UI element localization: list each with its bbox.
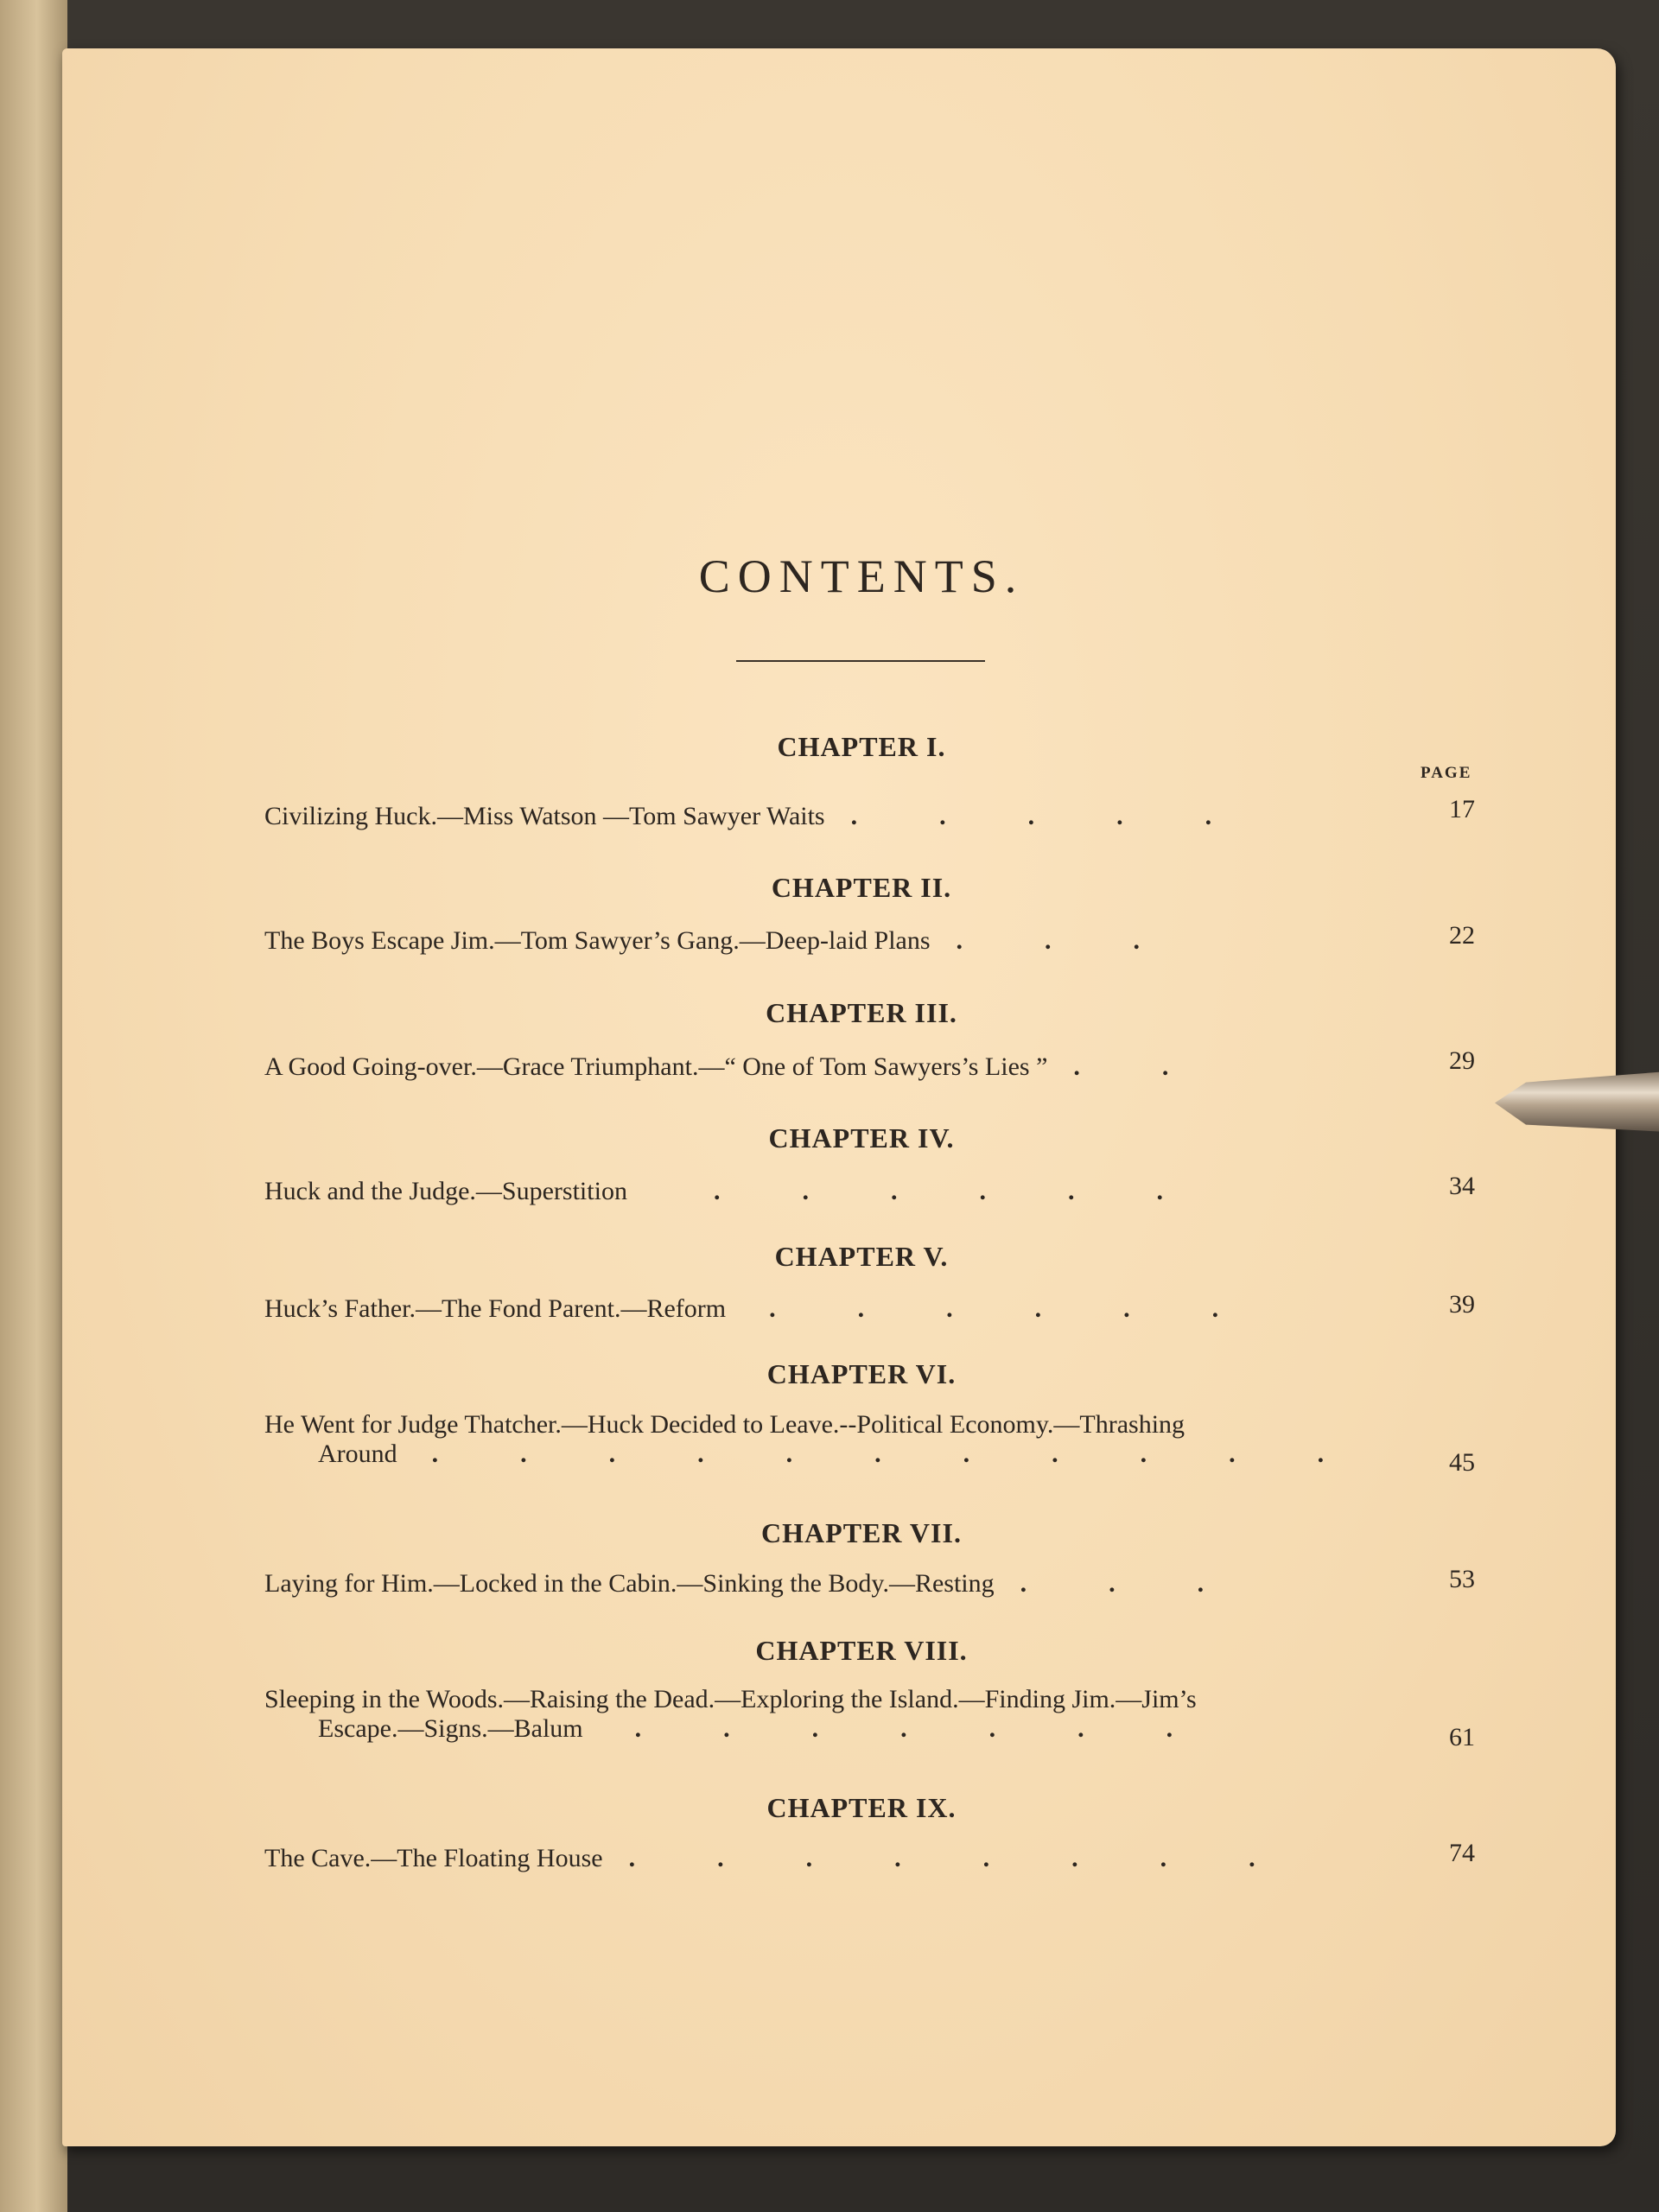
chapter-summary-continued: Around: [318, 1440, 397, 1468]
chapter-entry: [264, 926, 1402, 956]
chapter-heading: CHAPTER V.: [774, 1241, 949, 1272]
page-number: 61: [1449, 1723, 1475, 1751]
chapter-heading: CHAPTER VIII.: [755, 1635, 968, 1666]
dot-leader: ...: [1020, 1569, 1287, 1598]
chapter-heading: CHAPTER III.: [766, 997, 957, 1028]
page-number: 53: [1449, 1565, 1475, 1593]
chapter-entry: [264, 1569, 1402, 1599]
chapter-entry: [264, 1052, 1402, 1082]
page-number: 17: [1449, 795, 1475, 823]
chapter-summary: Civilizing Huck.—Miss Watson —Tom Sawyer Waits: [264, 802, 825, 830]
page-number: 34: [1449, 1172, 1475, 1200]
page-number: 74: [1449, 1839, 1475, 1867]
contents-page: [62, 48, 1616, 2146]
page-column-label: PAGE: [1421, 764, 1472, 782]
chapter-summary: The Boys Escape Jim.—Tom Sawyer’s Gang.—Deep-laid Plans: [264, 926, 931, 955]
chapter-entry: [264, 1177, 1402, 1206]
page-number: 22: [1449, 921, 1475, 950]
title-rule-divider: [736, 660, 985, 662]
chapter-heading: CHAPTER IX.: [766, 1792, 957, 1823]
chapter-entry: [264, 1844, 1402, 1873]
chapter-summary: Huck and the Judge.—Superstition: [264, 1177, 627, 1205]
dot-leader: ...: [956, 926, 1223, 955]
chapter-heading: CHAPTER I.: [777, 731, 946, 762]
dot-leader: ......: [769, 1294, 1301, 1323]
dot-leader: ...........: [431, 1440, 1407, 1468]
chapter-heading: CHAPTER VII.: [761, 1517, 962, 1548]
chapter-entry: [264, 1294, 1402, 1324]
chapter-entry: [264, 1685, 1402, 1744]
chapter-heading: CHAPTER II.: [771, 872, 952, 903]
chapter-summary: He Went for Judge Thatcher.—Huck Decided to Leave.--Political Economy.—Thrashing: [264, 1410, 1185, 1439]
page-number: 39: [1449, 1290, 1475, 1319]
chapter-summary: The Cave.—The Floating House: [264, 1844, 603, 1872]
chapter-summary: Laying for Him.—Locked in the Cabin.—Sinking the Body.—Resting: [264, 1569, 995, 1598]
dot-leader: .......: [634, 1714, 1255, 1743]
dot-leader: .....: [850, 802, 1294, 830]
dot-leader: ..: [1073, 1052, 1251, 1081]
chapter-entry: [264, 802, 1402, 831]
page-title: CONTENTS.: [698, 550, 1025, 602]
chapter-summary-continued: Escape.—Signs.—Balum: [318, 1714, 583, 1743]
page-number: 45: [1449, 1448, 1475, 1477]
dot-leader: ......: [713, 1177, 1245, 1205]
book-spine-edge: [0, 0, 67, 2212]
chapter-heading: CHAPTER IV.: [768, 1122, 955, 1154]
chapter-entry: [264, 1410, 1407, 1469]
chapter-summary: Sleeping in the Woods.—Raising the Dead.—Exploring the Island.—Finding Jim.—Jim’s: [264, 1685, 1197, 1713]
chapter-summary: A Good Going-over.—Grace Triumphant.—“ One of Tom Sawyers’s Lies ”: [264, 1052, 1048, 1081]
chapter-heading: CHAPTER VI.: [766, 1358, 957, 1389]
dot-leader: ........: [628, 1844, 1338, 1872]
page-number: 29: [1449, 1046, 1475, 1075]
chapter-summary: Huck’s Father.—The Fond Parent.—Reform: [264, 1294, 727, 1323]
